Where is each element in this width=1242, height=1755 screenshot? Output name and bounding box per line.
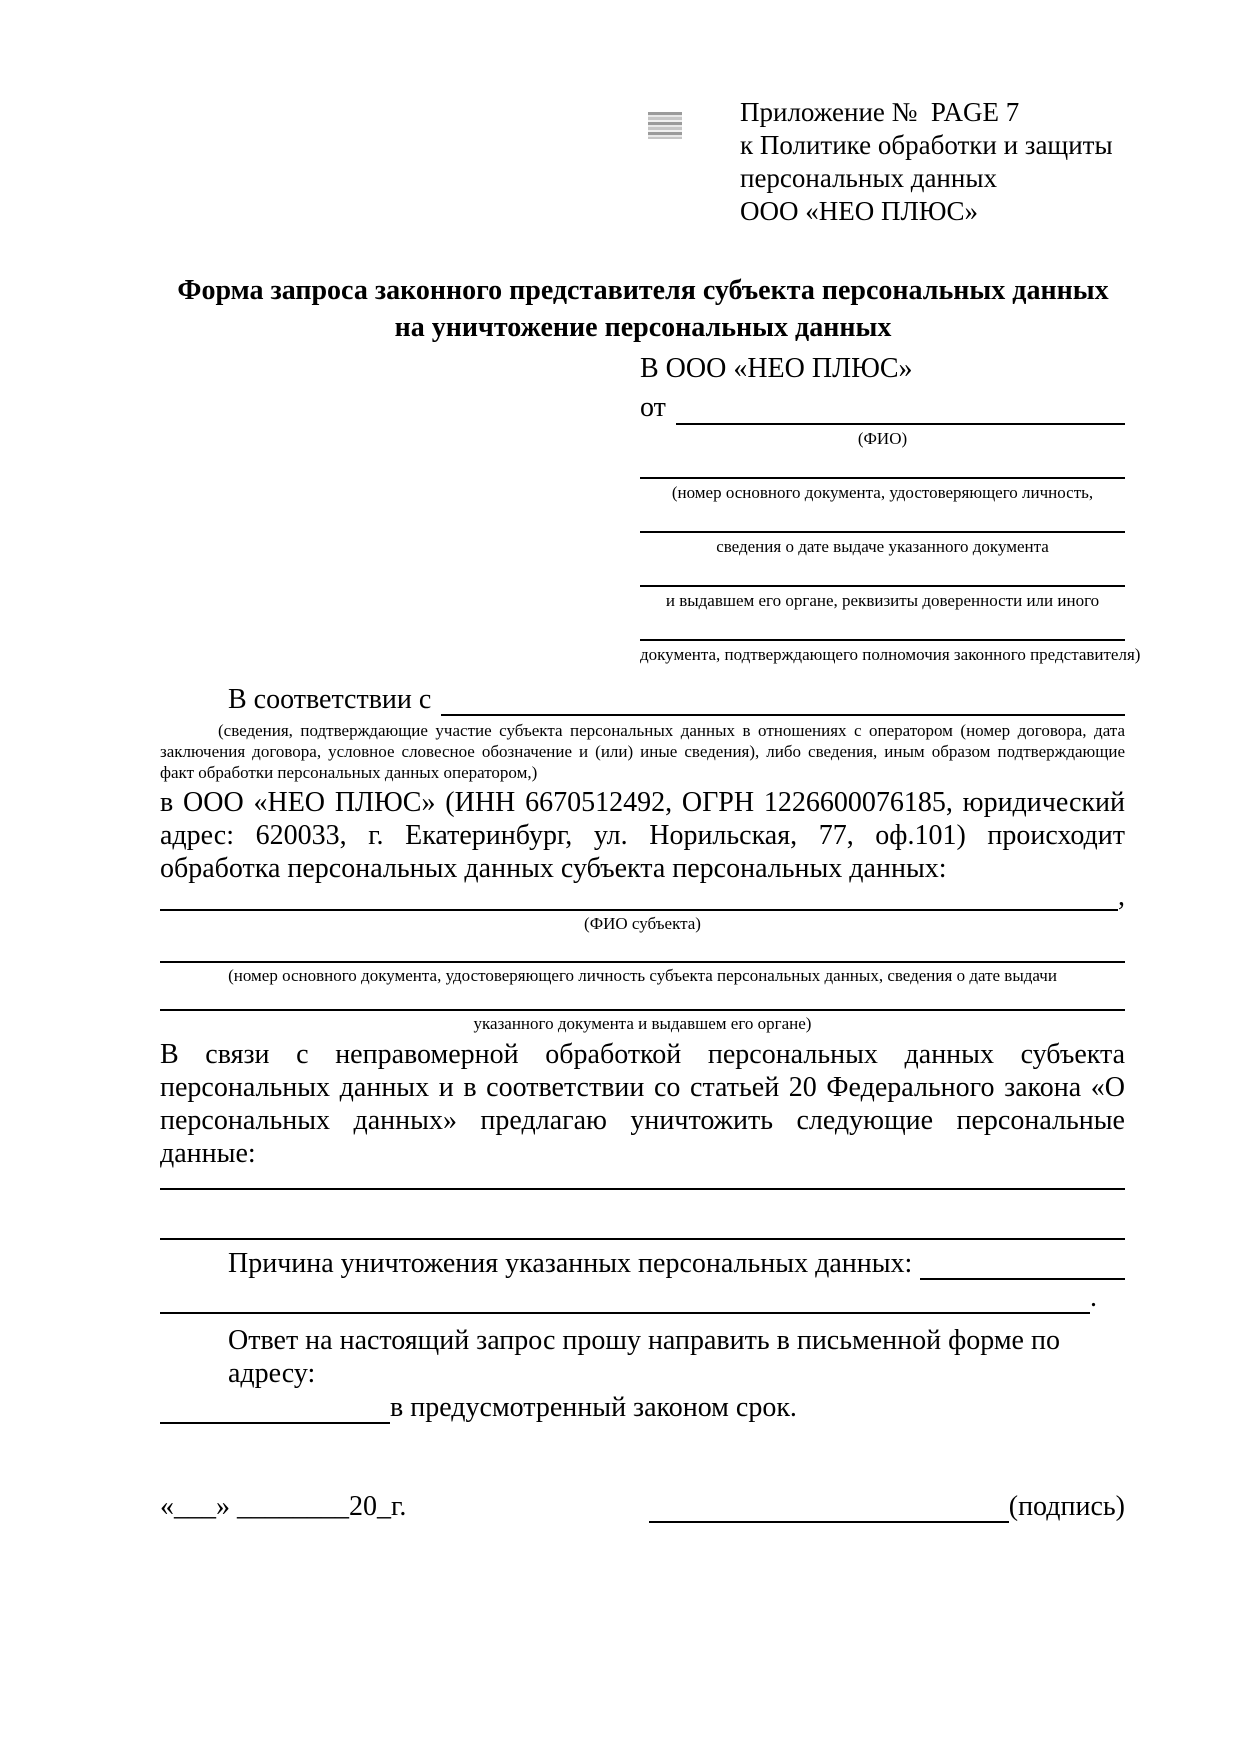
reply-address-blank-line[interactable] (160, 1420, 390, 1424)
document-title (138, 272, 1148, 346)
reason-blank-line-2[interactable] (160, 1310, 1090, 1314)
header-line-personal-data: персональных данных (740, 163, 997, 193)
subject-fio-row (160, 881, 1125, 912)
trailing-period: . (1090, 1282, 1097, 1313)
accordance-blank-line[interactable] (441, 712, 1125, 716)
reply-address-row (160, 1390, 1125, 1424)
fio-caption: (ФИО) (857, 429, 908, 448)
addressee-to: В ООО «НЕО ПЛЮС» (640, 353, 913, 384)
subject-doc-blank-line[interactable] (160, 935, 1125, 963)
doc-number-caption: (номер основного документа, удостоверяющего личность, (671, 483, 1094, 502)
header-block (740, 96, 1113, 228)
subject-doc-caption-1: (номер основного документа, удостоверяющего личность субъекта персональных данных, сведения о дате выдачи (228, 966, 1057, 985)
reason-continuation-row (160, 1284, 1125, 1314)
body-block (160, 686, 1125, 1523)
subject-fio-caption: (ФИО субъекта) (584, 914, 701, 933)
trailing-comma: , (1118, 881, 1125, 912)
signature-caption: (подпись) (1008, 1491, 1125, 1522)
doc-number-blank-line[interactable] (640, 450, 1125, 479)
reply-request-line: Ответ на настоящий запрос прошу направить в письменной форме по адресу: (228, 1325, 1060, 1389)
header-line-policy: к Политике обработки и защиты (740, 130, 1113, 160)
from-row (640, 389, 1125, 425)
operator-paragraph: в ООО «НЕО ПЛЮС» (ИНН 6670512492, ОГРН 1226600076185, юридический адрес: 620033, г. Екатеринбург, ул. Норильская, 77, оф.101) происходит обработка персональных данных субъекта персональных данных: (160, 787, 1125, 884)
doc-issuer-blank-line[interactable] (640, 558, 1125, 587)
title-line-1: Форма запроса законного представителя субъекта персональных данных (177, 275, 1109, 306)
field-lines-icon (648, 112, 682, 139)
representative-fio-blank-line[interactable] (676, 421, 1125, 425)
subject-doc-caption-2: указанного документа и выдавшем его органе) (473, 1014, 812, 1033)
reason-row (160, 1246, 1125, 1280)
header-line-appendix: Приложение № PAGE 7 (740, 97, 1020, 127)
signature-blank-line[interactable] (649, 1519, 1009, 1523)
addressee-block (640, 352, 1141, 666)
subject-fio-blank-line[interactable] (160, 907, 1118, 911)
signature-area (649, 1490, 1125, 1523)
destroy-paragraph: В связи с неправомерной обработкой персональных данных субъекта персональных данных и в соответствии со статьей 20 Федерального закона «О персональных данных» предлагаю уничтожить следующие персональные данные: (160, 1039, 1125, 1169)
header-line-company: ООО «НЕО ПЛЮС» (740, 196, 979, 226)
date-blank-line[interactable]: «___» ________20_г. (160, 1491, 407, 1522)
from-label: от (640, 392, 666, 423)
authority-doc-blank-line[interactable] (640, 612, 1125, 641)
reason-blank-line[interactable] (920, 1276, 1125, 1280)
accordance-row (160, 686, 1125, 716)
authority-doc-caption: документа, подтверждающего полномочия законного представителя) (640, 645, 1141, 664)
title-line-2: на уничтожение персональных данных (394, 312, 892, 343)
data-to-destroy-blank-line-1[interactable] (160, 1170, 1125, 1190)
subject-doc-issuer-blank-line[interactable] (160, 987, 1125, 1011)
accordance-label: В соответствии с (228, 684, 432, 715)
doc-issue-date-blank-line[interactable] (640, 504, 1125, 533)
data-to-destroy-blank-line-2[interactable] (160, 1190, 1125, 1240)
reply-suffix: в предусмотренный законом срок. (390, 1392, 797, 1423)
doc-issue-date-caption: сведения о дате выдаче указанного документа (716, 537, 1049, 556)
reason-label: Причина уничтожения указанных персональных данных: (228, 1248, 913, 1279)
signature-row (160, 1490, 1125, 1523)
accordance-note: (сведения, подтверждающие участие субъекта персональных данных в отношениях с оператором (номер договора, дата заключения договора, условное словесное обозначение и (или) иные сведения), либо сведения, иным образом подтверждающие факт обработки персональных данных оператором,) (160, 721, 1125, 782)
doc-issuer-caption: и выдавшем его органе, реквизиты доверенности или иного (665, 591, 1100, 610)
